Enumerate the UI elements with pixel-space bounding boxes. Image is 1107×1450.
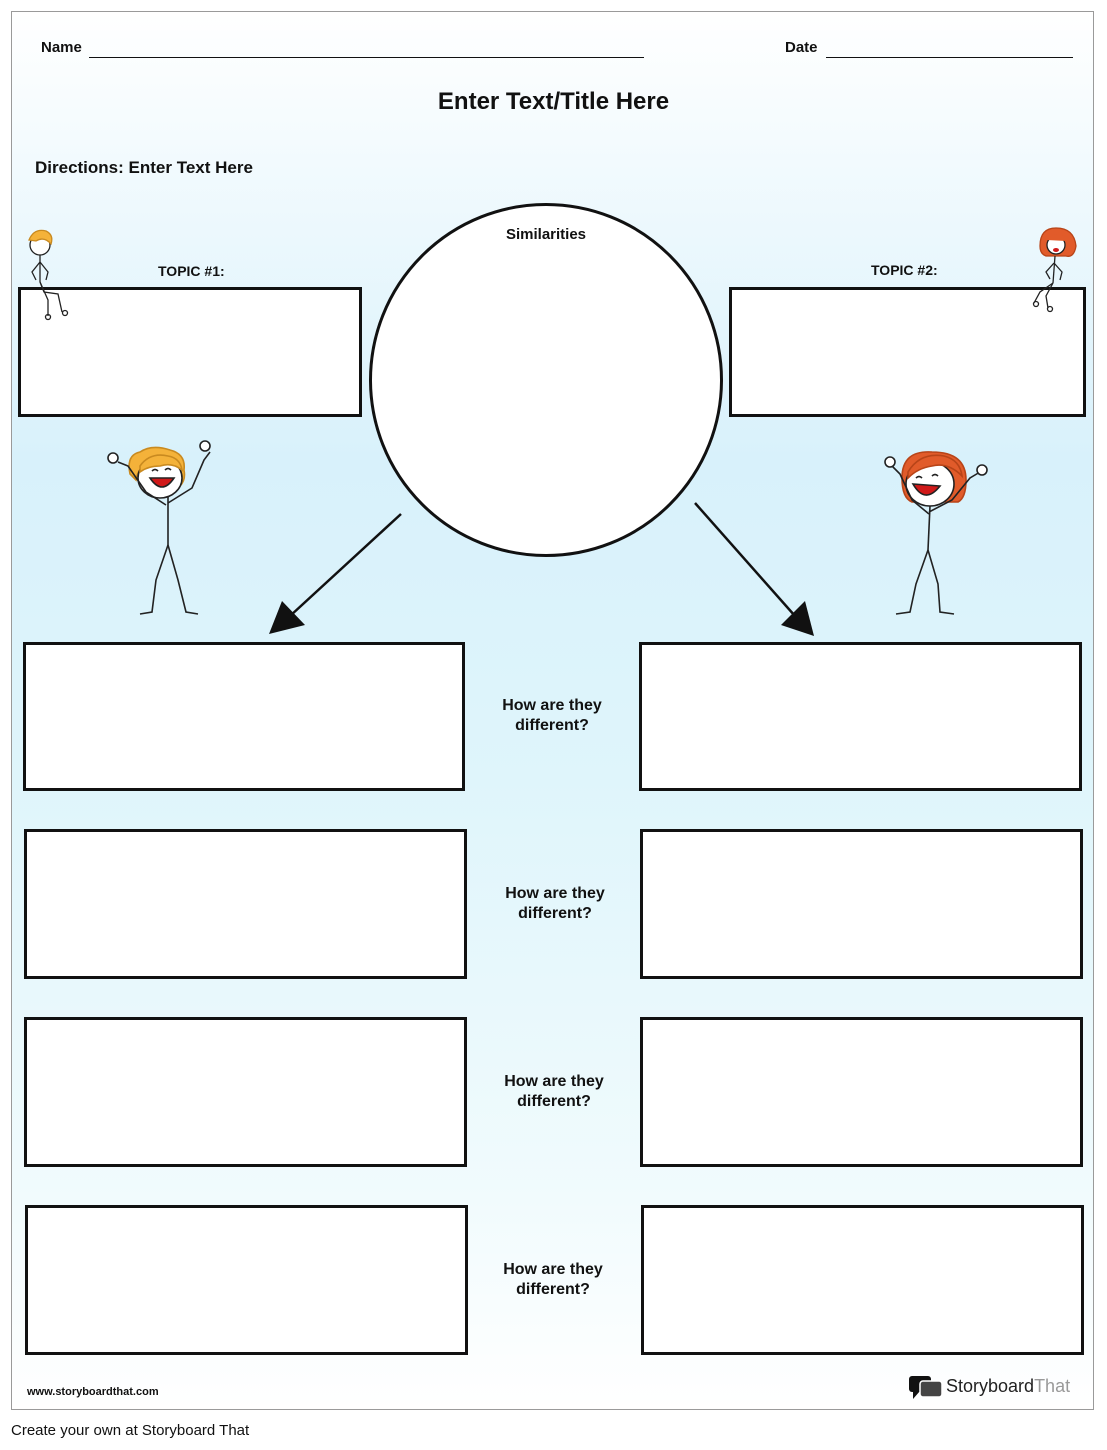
- difference-right-box-1[interactable]: [639, 642, 1082, 791]
- cheering-boy-figure-icon: [108, 441, 210, 614]
- difference-prompt-1: [477, 696, 627, 736]
- difference-left-box-2[interactable]: [24, 829, 467, 979]
- arrow-left-icon: [269, 514, 401, 634]
- small-boy-figure-icon: [29, 230, 68, 319]
- difference-prompt-3-line1: How are they: [504, 1073, 604, 1090]
- difference-prompt-4-line1: How are they: [503, 1261, 603, 1278]
- arrow-right-icon: [695, 503, 814, 636]
- difference-prompt-3-line2: different?: [517, 1093, 591, 1110]
- logo-word-storyboard: Storyboard: [946, 1376, 1035, 1396]
- difference-prompt-1-line2: different?: [515, 717, 589, 734]
- difference-prompt-2-line2: different?: [518, 905, 592, 922]
- name-label: Name: [41, 39, 82, 56]
- directions-text[interactable]: Directions: Enter Text Here: [35, 158, 253, 177]
- small-girl-figure-icon: [1034, 228, 1077, 312]
- topic1-label: TOPIC #1:: [158, 263, 225, 279]
- footer-logo-text: [946, 1376, 1070, 1397]
- page-title[interactable]: Enter Text/Title Here: [437, 88, 670, 115]
- difference-left-box-3[interactable]: [24, 1017, 467, 1167]
- difference-prompt-4-line2: different?: [516, 1281, 590, 1298]
- difference-left-box-4[interactable]: [25, 1205, 468, 1355]
- logo-word-that: That: [1034, 1376, 1071, 1396]
- footer-url[interactable]: www.storyboardthat.com: [27, 1386, 159, 1398]
- difference-right-box-4[interactable]: [641, 1205, 1084, 1355]
- date-label: Date: [785, 39, 818, 56]
- difference-prompt-1-line1: How are they: [502, 697, 602, 714]
- difference-prompt-2-line1: How are they: [505, 885, 605, 902]
- difference-prompt-3: [479, 1072, 629, 1112]
- difference-left-box-1[interactable]: [23, 642, 465, 791]
- similarities-label: Similarities: [505, 226, 587, 243]
- storyboardthat-logo-icon: [909, 1376, 942, 1399]
- difference-prompt-4: [478, 1260, 628, 1300]
- difference-right-box-2[interactable]: [640, 829, 1083, 979]
- difference-prompt-2: [480, 884, 630, 924]
- difference-right-box-3[interactable]: [640, 1017, 1083, 1167]
- create-your-own-link[interactable]: Create your own at Storyboard That: [11, 1422, 250, 1439]
- cheering-girl-figure-icon: [885, 452, 987, 614]
- topic2-label: TOPIC #2:: [871, 262, 938, 278]
